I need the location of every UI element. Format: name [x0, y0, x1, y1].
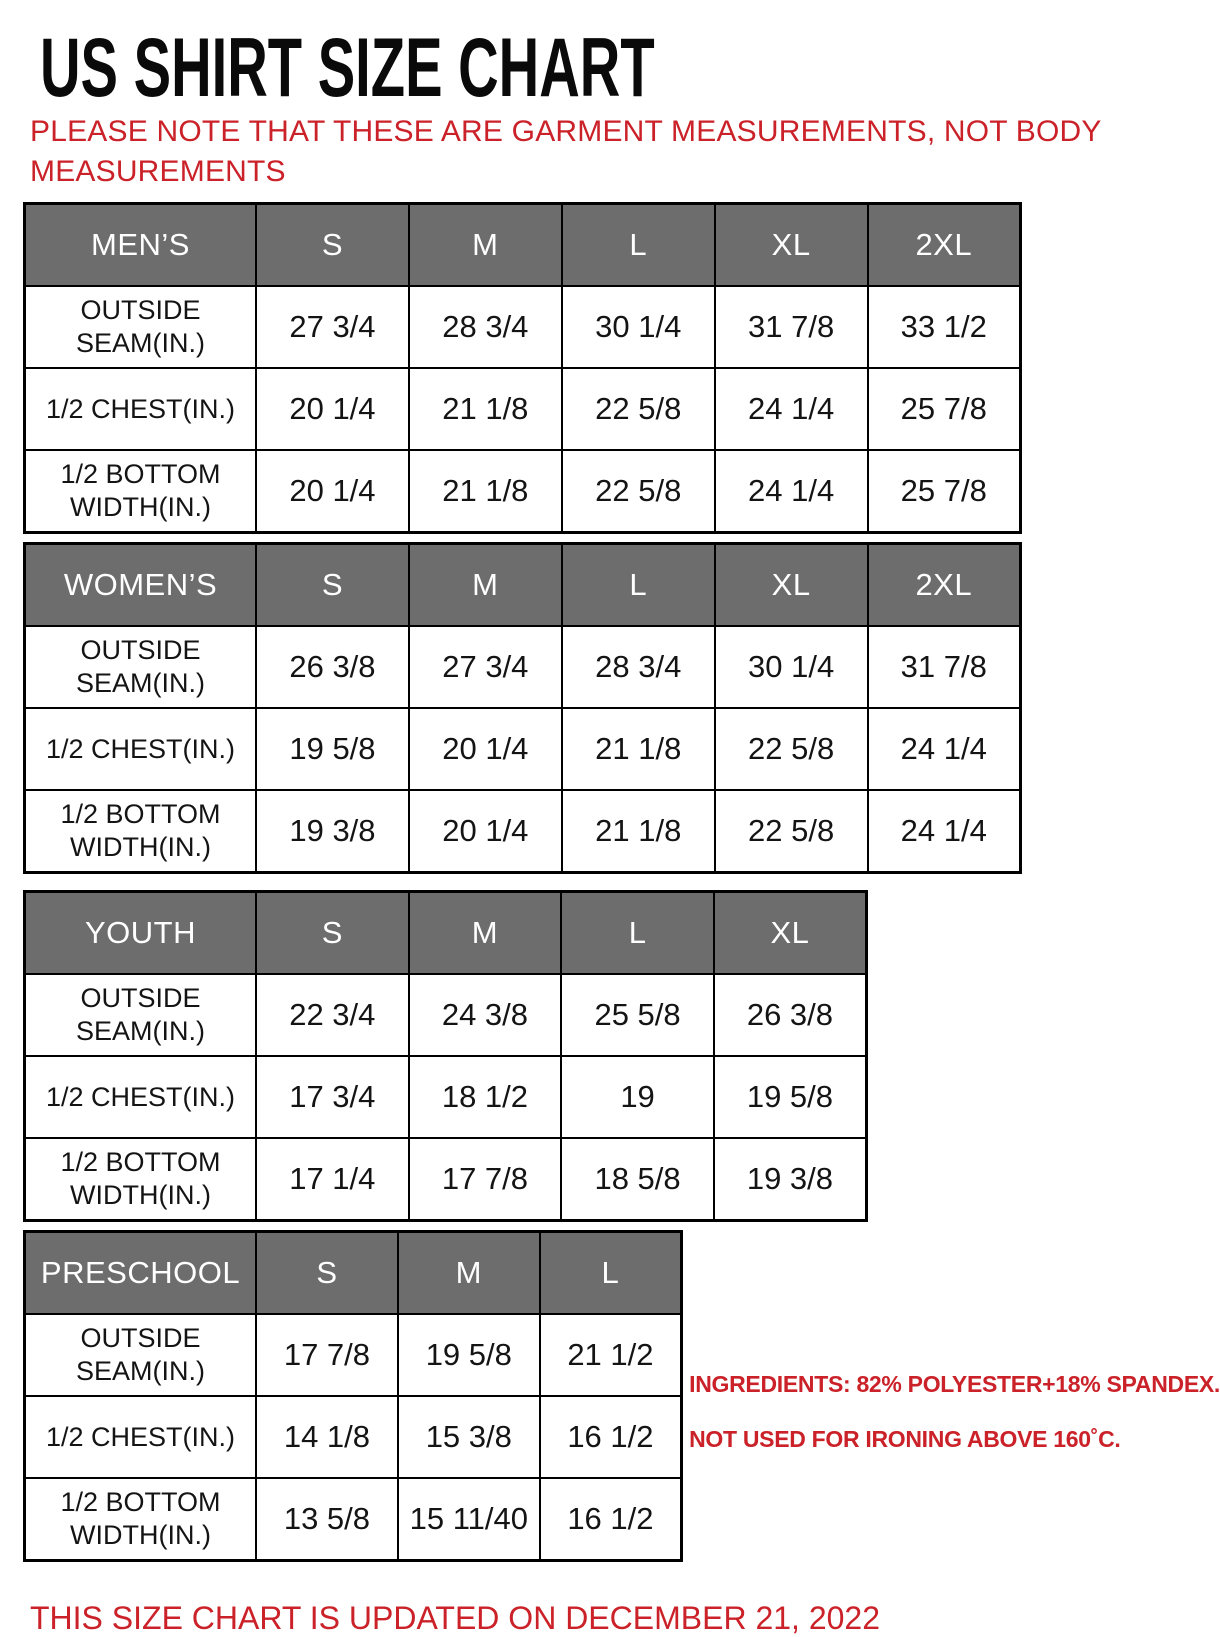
preschool-section [23, 1230, 1220, 1562]
size-header: XL [715, 544, 868, 627]
table-row [25, 450, 1021, 533]
measurement-cell: 24 1/4 [868, 708, 1021, 790]
measurement-cell: 19 [561, 1056, 714, 1138]
table-row [25, 1478, 682, 1561]
group-header: WOMEN’S [25, 544, 257, 627]
size-header: S [256, 204, 409, 287]
measurement-cell: 27 3/4 [256, 286, 409, 368]
header-row [25, 1232, 682, 1315]
table-row [25, 790, 1021, 873]
table-row [25, 626, 1021, 708]
measurement-cell: 20 1/4 [409, 790, 562, 873]
ingredients-note [689, 1370, 1220, 1480]
size-header: M [409, 204, 562, 287]
measurement-cell: 19 5/8 [398, 1314, 540, 1396]
row-label: OUTSIDE SEAM(IN.) [25, 286, 257, 368]
table-row [25, 708, 1021, 790]
table-row [25, 1396, 682, 1478]
measurement-cell: 30 1/4 [562, 286, 715, 368]
update-note: THIS SIZE CHART IS UPDATED ON DECEMBER 21, 2022 [30, 1600, 880, 1636]
measurement-cell: 21 1/8 [562, 790, 715, 873]
size-header: L [562, 204, 715, 287]
measurement-cell: 22 5/8 [715, 708, 868, 790]
ironing-warning-line: NOT USED FOR IRONING ABOVE 160˚C. [689, 1426, 1121, 1452]
size-header: 2XL [868, 204, 1021, 287]
row-label: 1/2 BOTTOM WIDTH(IN.) [25, 1478, 257, 1561]
measurement-cell: 20 1/4 [256, 368, 409, 450]
measurement-cell: 33 1/2 [868, 286, 1021, 368]
measurement-cell: 14 1/8 [256, 1396, 398, 1478]
measurement-cell: 24 3/8 [409, 974, 562, 1056]
size-header: M [409, 544, 562, 627]
row-label: 1/2 CHEST(IN.) [25, 1396, 257, 1478]
ingredients-line: INGREDIENTS: 82% POLYESTER+18% SPANDEX. [689, 1371, 1220, 1397]
header-row [25, 204, 1021, 287]
table-row [25, 1314, 682, 1396]
measurement-cell: 17 3/4 [256, 1056, 409, 1138]
measurement-cell: 21 1/2 [540, 1314, 682, 1396]
size-header: M [409, 892, 562, 975]
measurement-cell: 18 1/2 [409, 1056, 562, 1138]
table-row [25, 1056, 867, 1138]
size-header: L [562, 544, 715, 627]
row-label: OUTSIDE SEAM(IN.) [25, 1314, 257, 1396]
measurement-cell: 15 3/8 [398, 1396, 540, 1478]
measurement-cell: 20 1/4 [409, 708, 562, 790]
size-table-preschool [23, 1230, 683, 1562]
measurement-cell: 19 5/8 [714, 1056, 867, 1138]
measurement-cell: 19 3/8 [714, 1138, 867, 1221]
measurement-cell: 26 3/8 [714, 974, 867, 1056]
measurement-cell: 19 3/8 [256, 790, 409, 873]
size-header: S [256, 892, 409, 975]
row-label: 1/2 CHEST(IN.) [25, 1056, 257, 1138]
table-row [25, 974, 867, 1056]
measurement-cell: 16 1/2 [540, 1478, 682, 1561]
measurement-note: PLEASE NOTE THAT THESE ARE GARMENT MEASUREMENTS, NOT BODY MEASUREMENTS [30, 115, 1102, 188]
measurement-cell: 17 1/4 [256, 1138, 409, 1221]
measurement-cell: 21 1/8 [409, 450, 562, 533]
measurement-cell: 21 1/8 [562, 708, 715, 790]
measurement-cell: 17 7/8 [409, 1138, 562, 1221]
measurement-cell: 28 3/4 [562, 626, 715, 708]
page-title: US SHIRT SIZE CHART [40, 21, 655, 115]
row-label: 1/2 CHEST(IN.) [25, 368, 257, 450]
table-row [25, 368, 1021, 450]
size-table-youth [23, 890, 868, 1222]
header-row [25, 544, 1021, 627]
row-label: 1/2 BOTTOM WIDTH(IN.) [25, 450, 257, 533]
size-header: S [256, 1232, 398, 1315]
measurement-cell: 18 5/8 [561, 1138, 714, 1221]
measurement-cell: 28 3/4 [409, 286, 562, 368]
measurement-cell: 15 11/40 [398, 1478, 540, 1561]
measurement-cell: 17 7/8 [256, 1314, 398, 1396]
measurement-cell: 31 7/8 [715, 286, 868, 368]
measurement-cell: 26 3/8 [256, 626, 409, 708]
measurement-cell: 24 1/4 [715, 368, 868, 450]
measurement-cell: 21 1/8 [409, 368, 562, 450]
size-header: XL [715, 204, 868, 287]
group-header: MEN’S [25, 204, 257, 287]
size-table-mens [23, 202, 1022, 534]
measurement-cell: 27 3/4 [409, 626, 562, 708]
measurement-cell: 25 5/8 [561, 974, 714, 1056]
tables-area [23, 202, 1220, 1562]
measurement-cell: 22 3/4 [256, 974, 409, 1056]
size-header: S [256, 544, 409, 627]
size-header: XL [714, 892, 867, 975]
header-row [25, 892, 867, 975]
measurement-cell: 20 1/4 [256, 450, 409, 533]
table-row [25, 1138, 867, 1221]
measurement-cell: 25 7/8 [868, 368, 1021, 450]
measurement-cell: 31 7/8 [868, 626, 1021, 708]
row-label: 1/2 CHEST(IN.) [25, 708, 257, 790]
size-table-womens [23, 542, 1022, 874]
table-row [25, 286, 1021, 368]
size-header: 2XL [868, 544, 1021, 627]
group-header: YOUTH [25, 892, 257, 975]
measurement-cell: 25 7/8 [868, 450, 1021, 533]
measurement-cell: 24 1/4 [715, 450, 868, 533]
row-label: OUTSIDE SEAM(IN.) [25, 974, 257, 1056]
row-label: 1/2 BOTTOM WIDTH(IN.) [25, 790, 257, 873]
measurement-cell: 19 5/8 [256, 708, 409, 790]
size-header: L [561, 892, 714, 975]
group-header: PRESCHOOL [25, 1232, 257, 1315]
row-label: 1/2 BOTTOM WIDTH(IN.) [25, 1138, 257, 1221]
size-header: M [398, 1232, 540, 1315]
measurement-cell: 22 5/8 [715, 790, 868, 873]
measurement-cell: 30 1/4 [715, 626, 868, 708]
measurement-cell: 24 1/4 [868, 790, 1021, 873]
measurement-cell: 22 5/8 [562, 368, 715, 450]
size-header: L [540, 1232, 682, 1315]
measurement-cell: 13 5/8 [256, 1478, 398, 1561]
measurement-cell: 22 5/8 [562, 450, 715, 533]
measurement-cell: 16 1/2 [540, 1396, 682, 1478]
row-label: OUTSIDE SEAM(IN.) [25, 626, 257, 708]
